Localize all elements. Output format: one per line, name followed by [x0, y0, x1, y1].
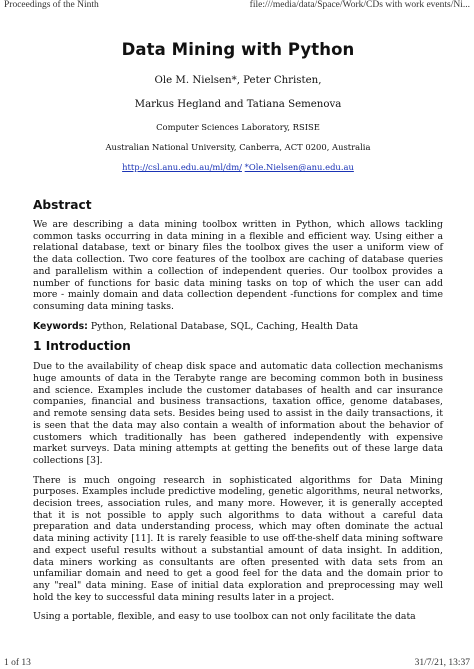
authors-line-2: Markus Hegland and Tatiana Semenova	[134, 99, 342, 110]
keywords-text: Python, Relational Database, SQL, Caching, Health Data	[87, 320, 359, 332]
print-header-url: file:///media/data/Space/Work/CDs with work events/Ni...	[249, 0, 470, 10]
print-footer-date: 31/7/21, 13:37	[414, 658, 470, 668]
document-page	[33, 40, 443, 623]
keywords-label: Keywords:	[33, 320, 88, 332]
abstract-text: We are describing a data mining toolbox written in Python, which allows tackling common tasks occurring in data mining in a flexible and efficient way. Using either a relational database, text or binary files the toolbox gives the user a uniform view of the data collection. Two core features of the toolbox are caching of database queries and parallelism within a collection of independent queries. Our toolbox provides a number of functions for basic data mining tasks on top of which the user can add more - mainly domain and data collection dependent -functions for complex and time consuming data mining tasks.	[33, 219, 443, 312]
print-footer-page-count: 1 of 13	[4, 658, 31, 668]
keywords	[33, 321, 443, 333]
print-header-title: Proceedings of the Ninth	[4, 0, 99, 10]
introduction-heading: 1 Introduction	[33, 339, 131, 354]
introduction-paragraph-1: Due to the availability of cheap disk space and automatic data collection mechanisms huge amounts of data in the Terabyte range are becoming common both in business and science. Examples include the customer databases of health and car insurance companies, financial and business transactions, taxation office, genome databases, and remote sensing data sets. Besides being used to assist in the daily transactions, it is seen that the data may also contain a wealth of information about the behavior of customers which traditionally has been gathered independently with expensive market surveys. Data mining attempts at getting the benefits out of these large data collections [3].	[33, 361, 443, 466]
introduction-paragraph-3: Using a portable, flexible, and easy to use toolbox can not only facilitate the data	[33, 611, 416, 623]
abstract-heading: Abstract	[33, 198, 92, 212]
project-url-link[interactable]: http://csl.anu.edu.au/ml/dm/	[122, 162, 242, 172]
affiliation-line-2: Australian National University, Canberra, ACT 0200, Australia	[105, 142, 371, 152]
affiliation-line-1: Computer Sciences Laboratory, RSISE	[156, 122, 320, 132]
introduction-paragraph-2: There is much ongoing research in sophisticated algorithms for Data Mining purposes. Examples include predictive modeling, genetic algorithms, neural networks, decision trees, association rules, and many more. However, it is generally accepted that it is not possible to apply such algorithms to data without a careful data preparation and data understanding process, which may often dominate the actual data mining activity [11]. It is rarely feasible to use off-the-shelf data mining software and expect useful results without a substantial amount of data insight. In addition, data miners working as consultants are often presented with data sets from an unfamiliar domain and need to get a good feel for the data and the domain prior to any "real" data mining. Ease of initial data exploration and preprocessing may well hold the key to successful data mining results later in a project.	[33, 474, 443, 603]
paper-title: Data Mining with Python	[121, 40, 355, 59]
contact-links	[33, 162, 443, 172]
author-email-link[interactable]: *Ole.Nielsen@anu.edu.au	[244, 162, 354, 172]
authors-line-1: Ole M. Nielsen*, Peter Christen,	[154, 75, 322, 86]
